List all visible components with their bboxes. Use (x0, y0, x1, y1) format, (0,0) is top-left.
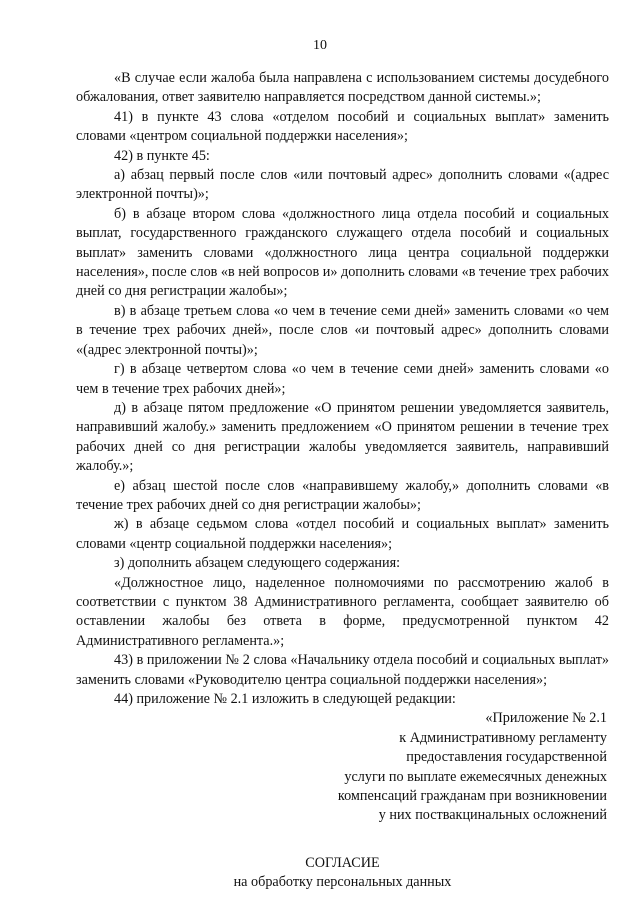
paragraph-subitem-g: г) в абзаце четвертом слова «о чем в течение семи дней» заменить словами «о чем в течение трех рабочих дней»; (76, 361, 609, 397)
paragraph-subitem-z: з) дополнить абзацем следующего содержания: (114, 555, 401, 572)
paragraph-subitem-v: в) в абзаце третьем слова «о чем в течение семи дней» заменить словами «о чем в течение трех рабочих дней», после слов «и почтовый адрес» дополнить словами «(адрес электронной почты)»; (76, 302, 609, 358)
document-body (76, 69, 609, 893)
paragraph-subitem-zh: ж) в абзаце седьмом слова «отдел пособий и социальных выплат» заменить словами «центр социальной поддержки населения»; (76, 516, 609, 552)
paragraph-subitem-e: е) абзац шестой после слов «направившему жалобу,» дополнить словами «в течение трех рабочих дней со дня регистрации жалобы»; (76, 477, 609, 513)
appendix-line: компенсаций гражданам при возникновении (337, 788, 607, 805)
paragraph-quote-system: «В случае если жалоба была направлена с использованием системы досудебного обжалования, ответ заявителю направляется посредством данной системы.»; (76, 70, 609, 106)
paragraph-subitem-a: а) абзац первый после слов «или почтовый адрес» дополнить словами «(адрес электронной почты)»; (76, 167, 609, 203)
appendix-line: услуги по выплате ежемесячных денежных (344, 768, 607, 785)
appendix-line: к Административному регламенту (399, 729, 607, 746)
appendix-line: предоставления государственной (406, 749, 607, 766)
paragraph-item-43: 43) в приложении № 2 слова «Начальнику отдела пособий и социальных выплат» заменить словами «Руководителю центра социальной поддержки населения»; (76, 652, 609, 688)
paragraph-item-44: 44) приложение № 2.1 изложить в следующей редакции: (114, 691, 456, 707)
appendix-line: «Приложение № 2.1 (485, 710, 607, 727)
consent-title: СОГЛАСИЕ (305, 854, 380, 871)
paragraph-subitem-d: д) в абзаце пятом предложение «О принятом решении уведомляется заявитель, направивший жалобу.» заменить предложением «О принятом решении в течение трех рабочих дней со дня регистрации жалобы уведомляется заявитель, направивший жалобу.»; (76, 399, 609, 475)
paragraph-quote-official: «Должностное лицо, наделенное полномочиями по рассмотрению жалоб в соответствии с пунктом 38 Административного регламента, сообщает заявителю об оставлении жалобы без ответа в форме, предусмотренной пунктом 42 Административного регламента.»; (76, 574, 609, 649)
page-number: 10 (313, 38, 327, 53)
consent-heading (76, 854, 609, 893)
paragraph-item-41: 41) в пункте 43 слова «отделом пособий и социальных выплат» заменить словами «центром социальной поддержки населения»; (76, 108, 609, 145)
appendix-header (76, 709, 609, 825)
paragraph-item-42: 42) в пункте 45: (114, 147, 210, 164)
consent-subtitle: на обработку персональных данных (233, 874, 452, 891)
paragraph-subitem-b: б) в абзаце втором слова «должностного лица отдела пособий и социальных выплат, государственного гражданского служащего отдела пособий и социальных выплат» заменить словами «должностного лица центра социальной поддержки населения», после слов «в ней вопросов и» дополнить словами «в течение трех рабочих дней со дня регистрации жалобы»; (76, 205, 609, 300)
appendix-line: у них поствакцинальных осложнений (378, 807, 607, 824)
